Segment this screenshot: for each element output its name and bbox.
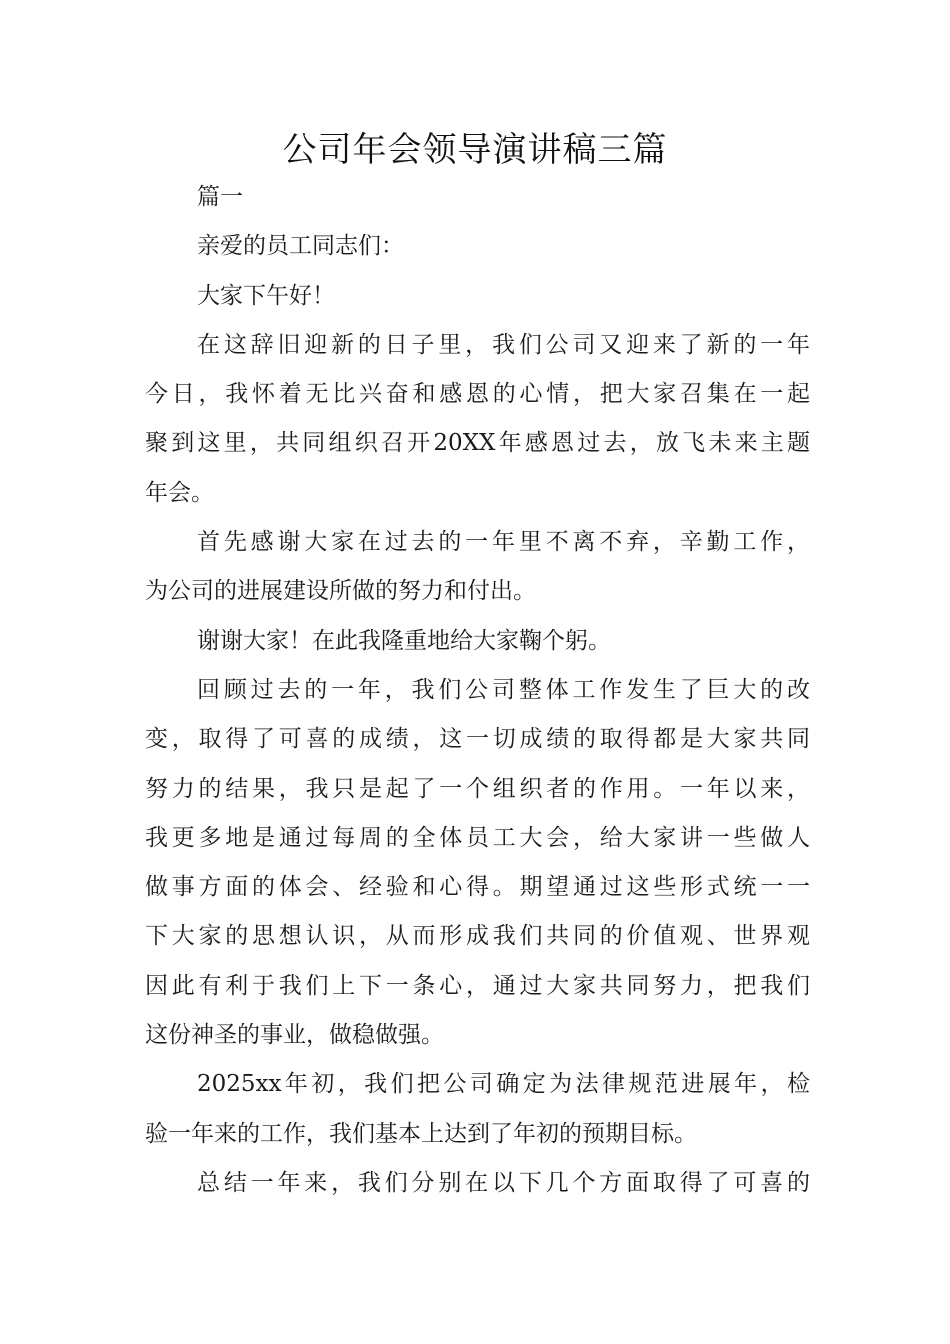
text-line: 年会。 bbox=[145, 479, 214, 506]
text-line: 回顾过去的一年，我们公司整体工作发生了巨大的改 bbox=[197, 676, 810, 703]
text-line: 为公司的进展建设所做的努力和付出。 bbox=[145, 578, 536, 605]
text-line: 总结一年来，我们分别在以下几个方面取得了可喜的 bbox=[197, 1169, 810, 1196]
text-line: 聚到这里，共同组织召开20XX年感恩过去，放飞未来主题 bbox=[145, 430, 810, 457]
text-line: 篇一 bbox=[197, 184, 243, 210]
text-line: 谢谢大家！在此我隆重地给大家鞠个躬。 bbox=[197, 627, 611, 654]
text-line: 做事方面的体会、经验和心得。期望通过这些形式统一一 bbox=[145, 874, 810, 901]
text-line: 大家下午好！ bbox=[197, 282, 335, 309]
text-line: 验一年来的工作，我们基本上达到了年初的预期目标。 bbox=[145, 1120, 697, 1147]
text-line: 在这辞旧迎新的日子里，我们公司又迎来了新的一年 bbox=[197, 331, 810, 358]
text-line: 首先感谢大家在过去的一年里不离不弃，辛勤工作， bbox=[197, 529, 810, 556]
text-line: 亲爱的员工同志们： bbox=[197, 233, 404, 260]
text-line: 今日，我怀着无比兴奋和感恩的心情，把大家召集在一起 bbox=[145, 381, 810, 408]
text-line: 因此有利于我们上下一条心，通过大家共同努力，把我们 bbox=[145, 972, 810, 999]
document-title: 公司年会领导演讲稿三篇 bbox=[282, 130, 668, 170]
text-line: 我更多地是通过每周的全体员工大会，给大家讲一些做人 bbox=[145, 824, 810, 851]
text-line: 变，取得了可喜的成绩，这一切成绩的取得都是大家共同 bbox=[145, 726, 810, 753]
text-line: 努力的结果，我只是起了一个组织者的作用。一年以来， bbox=[145, 775, 810, 802]
text-line: 2025xx年初，我们把公司确定为法律规范进展年，检 bbox=[197, 1071, 810, 1098]
text-line: 这份神圣的事业，做稳做强。 bbox=[145, 1022, 444, 1049]
document-body bbox=[145, 173, 810, 1208]
text-line: 下大家的思想认识，从而形成我们共同的价值观、世界观 bbox=[145, 923, 810, 950]
